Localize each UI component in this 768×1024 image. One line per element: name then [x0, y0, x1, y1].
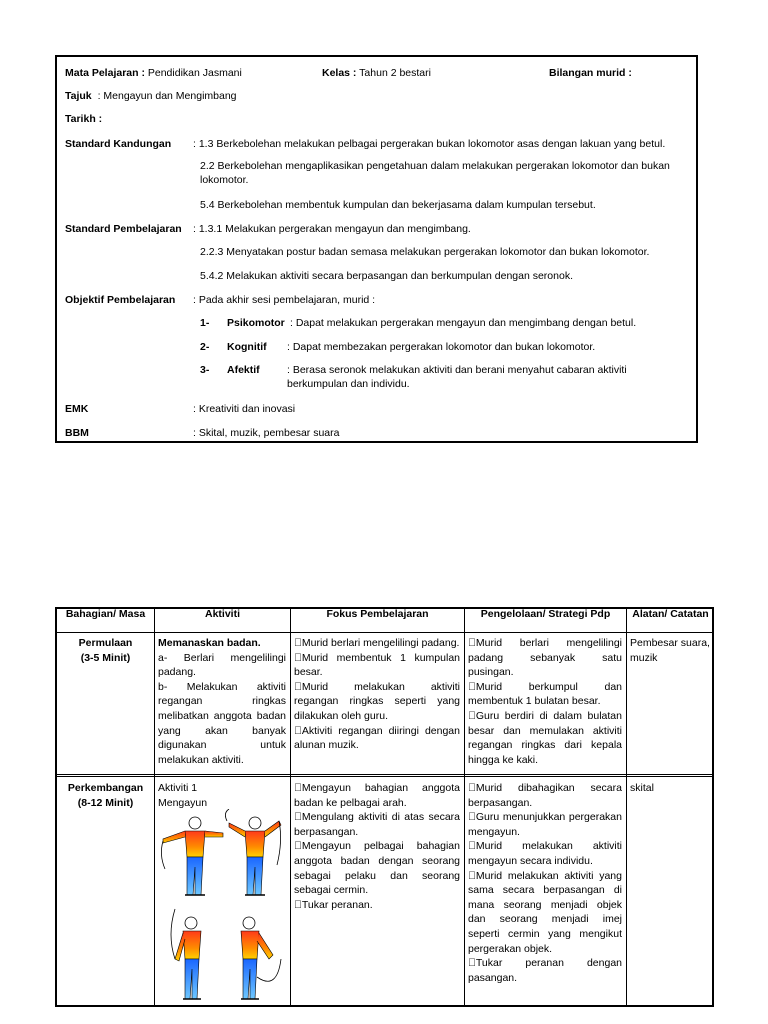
- standard-kandungan-item-3: 5.4 Berkebolehan membentuk kumpulan dan bekerjasama dalam kumpulan tersebut.: [200, 199, 596, 211]
- permulaan-label: Permulaan: [78, 637, 133, 649]
- fokus-item: Mengayun pelbagai bahagian anggota badan dengan seorang sebagai pelaku dan seorang sebagai cermin.: [294, 840, 460, 897]
- objective-2-name: Kognitif: [227, 341, 267, 353]
- aktiviti-1-title: Aktiviti 1: [158, 782, 198, 794]
- strategi-item: Murid berkumpul dan membentuk 1 bulatan besar.: [468, 680, 622, 708]
- figure-arms-raised: [225, 809, 281, 895]
- objective-3-text: : Berasa seronok melakukan aktiviti dan berani menyahut cabaran aktiviti berkumpulan dan individu.: [287, 364, 627, 390]
- header-bahagian: Bahagian/ Masa: [65, 608, 146, 620]
- mata-pelajaran-value: Pendidikan Jasmani: [147, 67, 242, 79]
- fokus-item: Tukar peranan.: [294, 898, 365, 911]
- objective-1-name: Psikomotor: [227, 317, 285, 329]
- strategi-item: Tukar peranan dengan pasangan.: [468, 957, 622, 984]
- row-perkembangan-strategi: [468, 781, 622, 985]
- strategi-item: Guru menunjukkan pergerakan mengayun.: [468, 811, 622, 838]
- permulaan-masa: (3-5 Minit): [80, 651, 131, 664]
- objective-2-text: : Dapat membezakan pergerakan lokomotor dan bukan lokomotor.: [287, 341, 596, 353]
- mata-pelajaran-row: [65, 66, 242, 80]
- objective-3-name: Afektif: [227, 364, 260, 376]
- strategi-item: Murid melakukan aktiviti mengayun secara individu.: [468, 840, 622, 867]
- standard-kandungan-item-2: 2.2 Berkebolehan mengaplikasikan pengetahuan dalam melakukan pergerakan lokomotor dan bukan lokomotor.: [200, 160, 670, 186]
- objective-3-number: 3-: [200, 364, 210, 376]
- fokus-item: Murid melakukan aktiviti regangan ringkas seperti yang dilakukan oleh guru.: [294, 680, 460, 722]
- emk-label: EMK: [65, 403, 89, 415]
- objective-1-number: 1-: [200, 317, 210, 329]
- figure-arm-forward: [171, 909, 201, 999]
- row-permulaan-strategi: [468, 636, 622, 767]
- row-perkembangan-aktiviti: [158, 781, 286, 810]
- objektif-label: Objektif Pembelajaran: [65, 294, 176, 306]
- tajuk-value: : Mengayun dan Mengimbang: [97, 90, 237, 102]
- objective-2-number: 2-: [200, 341, 210, 353]
- figure-arm-backward: [241, 917, 281, 999]
- figure-arms-sideways: [161, 817, 223, 895]
- tarikh-label: Tarikh :: [65, 113, 103, 125]
- perkembangan-label: Perkembangan: [67, 782, 144, 794]
- kelas-value: Tahun 2 bestari: [359, 67, 431, 79]
- strategi-item: Murid melakukan aktiviti yang sama secara berpasangan di mana seorang menjadi objek dan seorang menjadi imej seperti cermin yang mengikut pergerakan objek.: [468, 869, 622, 955]
- standard-pembelajaran-item-3: 5.4.2 Melakukan aktiviti secara berpasangan dan berkumpulan dengan seronok.: [200, 270, 573, 282]
- fokus-item: Mengayun bahagian anggota badan ke pelbagai arah.: [294, 782, 460, 809]
- aktiviti-1-subtitle: Mengayun: [158, 796, 208, 809]
- standard-kandungan-label: Standard Kandungan: [65, 138, 172, 150]
- kelas-row: [322, 66, 431, 80]
- objektif-intro: : Pada akhir sesi pembelajaran, murid :: [193, 294, 376, 306]
- perkembangan-masa: (8-12 Minit): [77, 796, 134, 809]
- standard-kandungan-item-1: : 1.3 Berkebolehan melakukan pelbagai pergerakan bukan lokomotor asas dengan lakuan yang betul.: [193, 138, 666, 150]
- fokus-item: Murid berlari mengelilingi padang.: [294, 637, 452, 649]
- header-alatan: Alatan/ Catatan: [632, 608, 709, 620]
- row-permulaan-fokus: [294, 636, 460, 753]
- activity-table: [55, 607, 714, 1007]
- standard-pembelajaran-item-2: 2.2.3 Menyatakan postur badan semasa melakukan pergerakan lokomotor dan bukan lokomotor.: [200, 246, 650, 258]
- row-perkembangan-bahagian: [57, 781, 154, 810]
- tajuk-label: Tajuk: [65, 90, 92, 102]
- row-permulaan-bahagian: [57, 636, 154, 665]
- kelas-label: Kelas :: [322, 67, 357, 79]
- row-permulaan-aktiviti: [158, 636, 286, 767]
- mata-pelajaran-label: Mata Pelajaran :: [65, 67, 145, 79]
- aktiviti-item: a- Berlari mengelilingi padang.: [158, 651, 286, 679]
- header-fokus: Fokus Pembelajaran: [326, 608, 429, 620]
- row-perkembangan-alatan: skital: [630, 782, 654, 794]
- tajuk-row: [65, 89, 237, 103]
- header-aktiviti: Aktiviti: [204, 608, 240, 620]
- row-perkembangan-fokus: [294, 781, 460, 912]
- objective-1-text: : Dapat melakukan pergerakan mengayun dan mengimbang dengan betul.: [290, 317, 637, 329]
- row-permulaan-alatan: Pembesar suara, muzik: [630, 637, 710, 664]
- strategi-item: Murid berlari mengelilingi padang sebanyak satu pusingan.: [468, 637, 622, 679]
- standard-pembelajaran-label: Standard Pembelajaran: [65, 223, 182, 235]
- strategi-item: Murid dibahagikan secara berpasangan.: [468, 782, 622, 809]
- aktiviti-title: Memanaskan badan.: [158, 637, 261, 649]
- strategi-item: Guru berdiri di dalam bulatan besar dan memulakan aktiviti regangan ringkas dari kepala hingga ke kaki.: [468, 709, 622, 766]
- bilangan-murid-label: Bilangan murid :: [549, 67, 632, 79]
- emk-value: : Kreativiti dan inovasi: [193, 403, 296, 415]
- fokus-item: Murid membentuk 1 kumpulan besar.: [294, 651, 460, 679]
- aktiviti-item: b- Melakukan aktiviti regangan ringkas melibatkan anggota badan yang akan banyak digunakan untuk melakukan aktiviti.: [158, 680, 286, 766]
- swinging-exercise-illustration: [157, 809, 287, 1007]
- bbm-label: BBM: [65, 427, 89, 439]
- header-strategi: Pengelolaan/ Strategi Pdp: [480, 608, 611, 620]
- lesson-info-box: [55, 55, 698, 443]
- bbm-value: : Skital, muzik, pembesar suara: [193, 427, 340, 439]
- fokus-item: Mengulang aktiviti di atas secara berpasangan.: [294, 811, 460, 838]
- standard-pembelajaran-item-1: : 1.3.1 Melakukan pergerakan mengayun dan mengimbang.: [193, 223, 471, 235]
- fokus-item: Aktiviti regangan diiringi dengan alunan muzik.: [294, 724, 460, 752]
